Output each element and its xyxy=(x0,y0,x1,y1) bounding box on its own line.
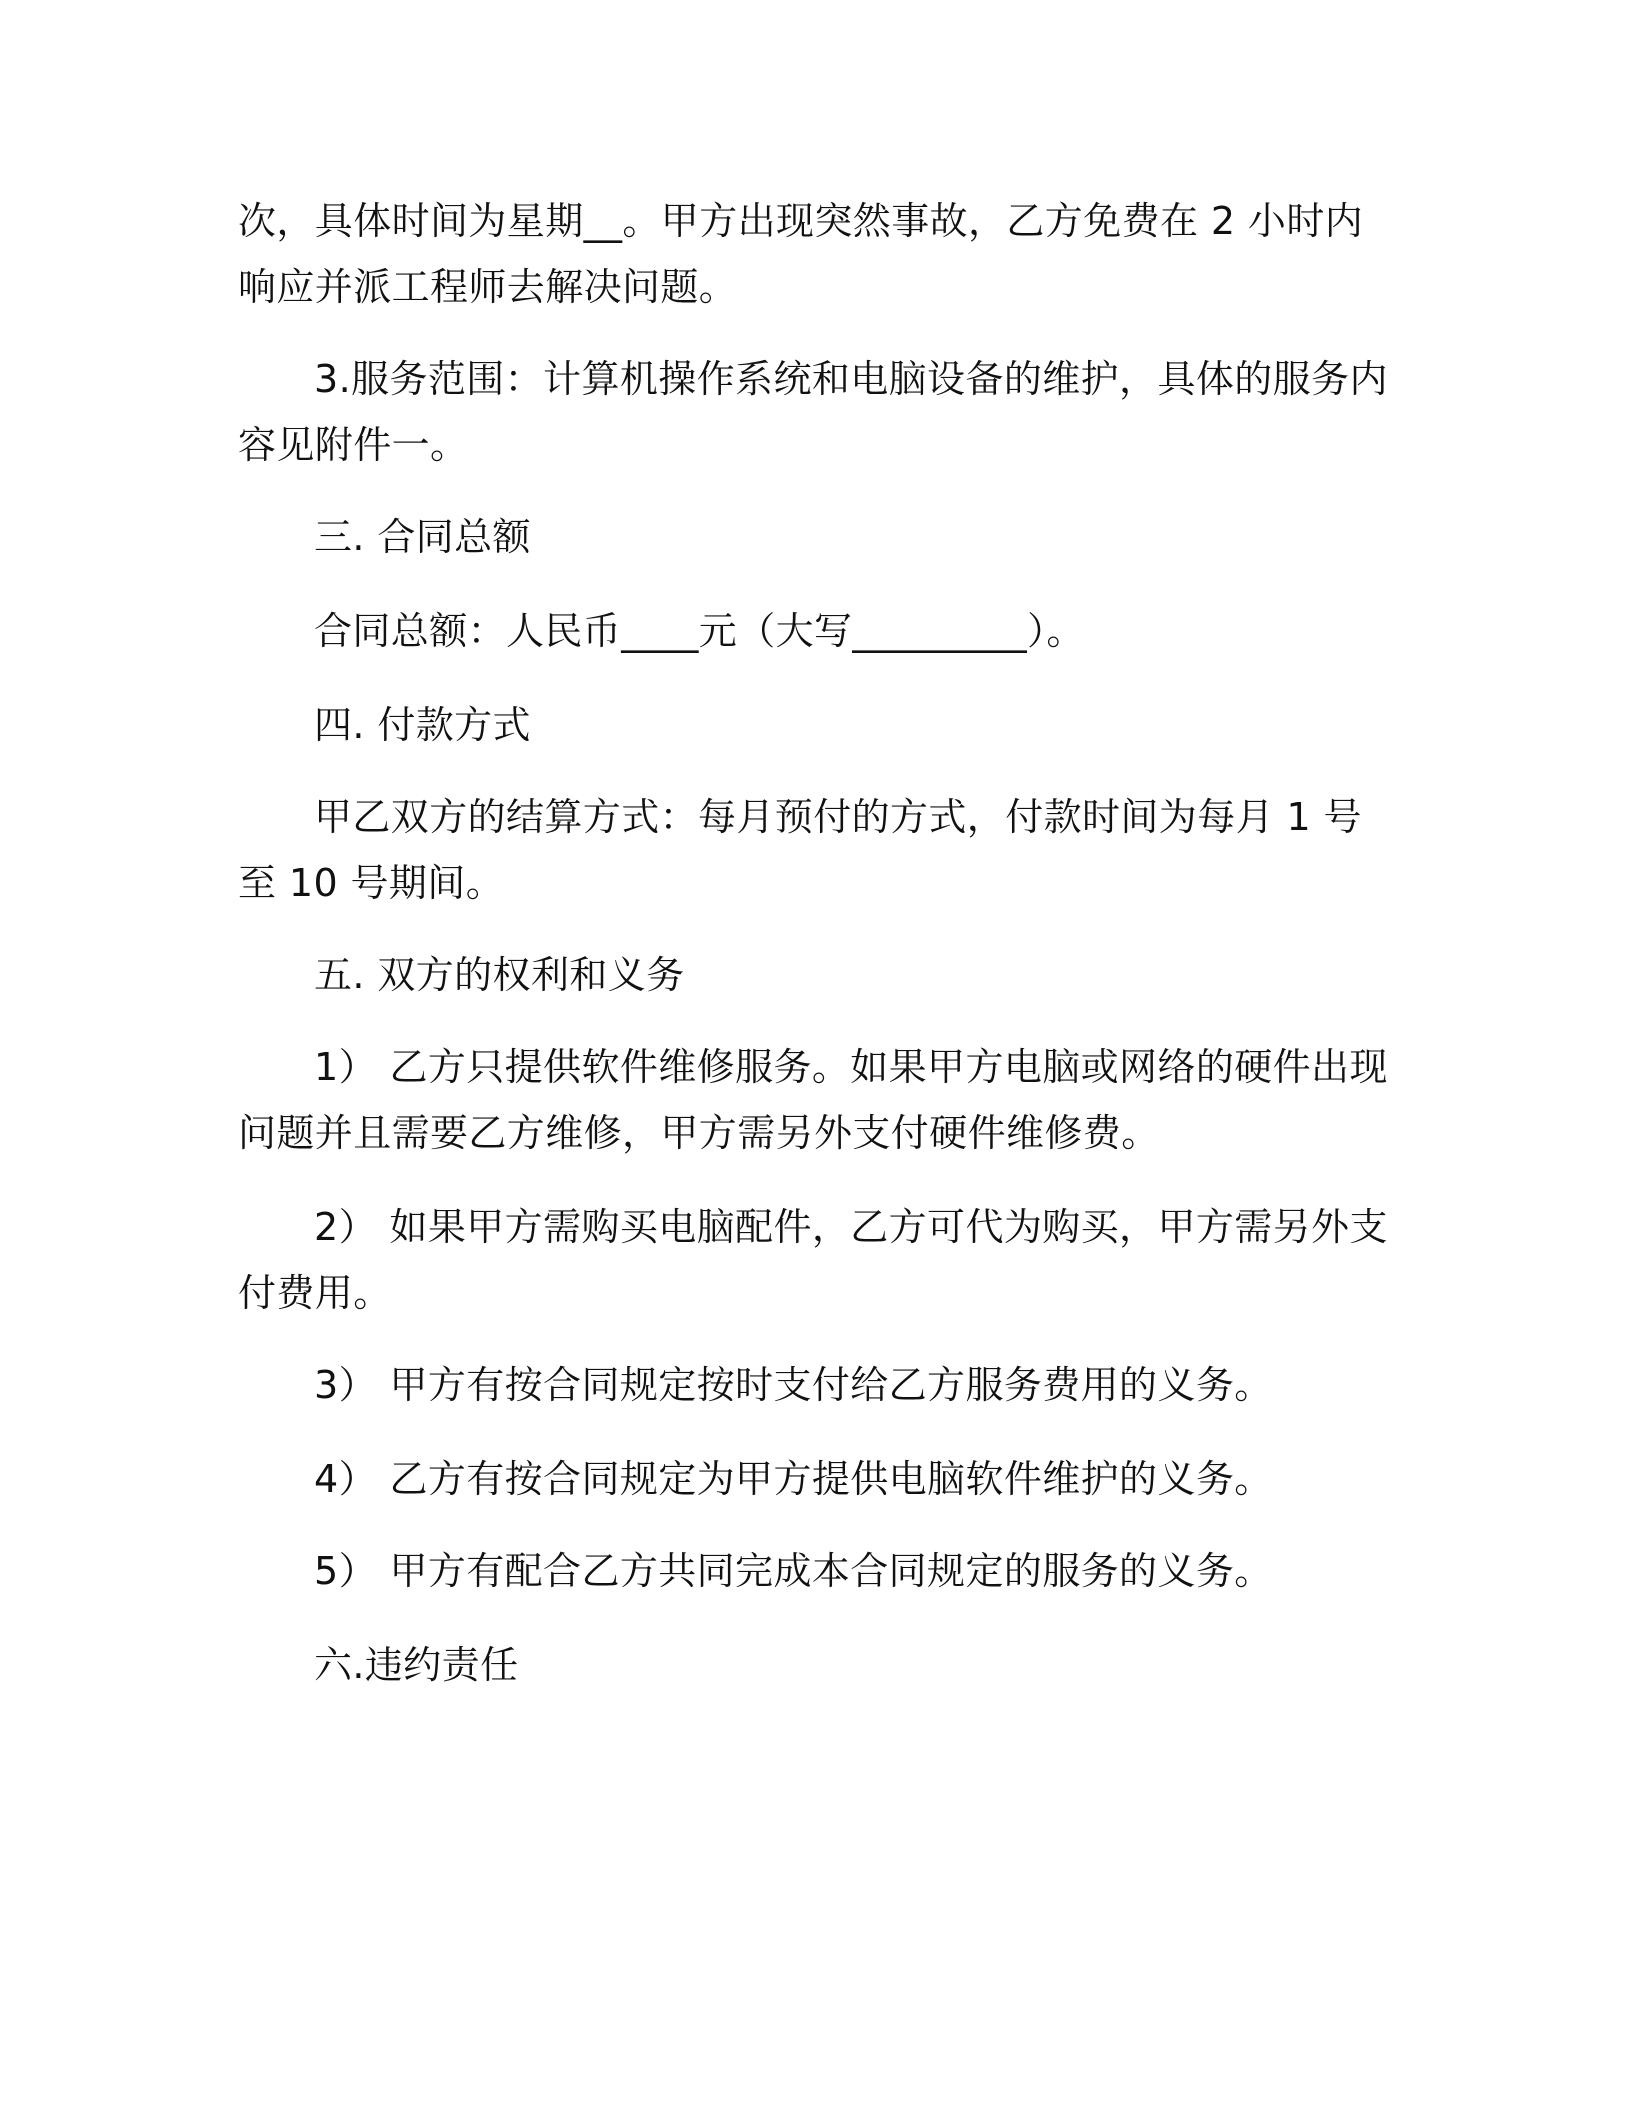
document-page xyxy=(238,0,1394,2112)
paragraph-service-scope: 3.服务范围：计算机操作系统和电脑设备的维护，具体的服务内容见附件一。 xyxy=(238,357,1388,467)
list-item-obligation-5: 5） 甲方有配合乙方共同完成本合同规定的服务的义务。 xyxy=(314,1549,1273,1593)
section-heading-contract-total: 三. 合同总额 xyxy=(314,515,531,559)
list-item-obligation-2: 2） 如果甲方需购买电脑配件，乙方可代为购买，甲方需另外支付费用。 xyxy=(238,1205,1388,1315)
list-item-obligation-1: 1） 乙方只提供软件维修服务。如果甲方电脑或网络的硬件出现问题并且需要乙方维修，甲方需另外支付硬件维修费。 xyxy=(238,1045,1388,1155)
list-item-obligation-3: 3） 甲方有按合同规定按时支付给乙方服务费用的义务。 xyxy=(314,1363,1273,1407)
section-heading-breach-liability: 六.违约责任 xyxy=(314,1643,519,1687)
list-item-obligation-4: 4） 乙方有按合同规定为甲方提供电脑软件维护的义务。 xyxy=(314,1457,1273,1501)
section-heading-payment-method: 四. 付款方式 xyxy=(314,703,531,747)
section-heading-rights-obligations: 五. 双方的权利和义务 xyxy=(314,953,685,997)
paragraph-payment-terms: 甲乙双方的结算方式：每月预付的方式，付款时间为每月 1 号至 10 号期间。 xyxy=(238,795,1362,905)
paragraph-service-schedule: 次，具体时间为星期__。甲方出现突然事故，乙方免费在 2 小时内响应并派工程师去解决问题。 xyxy=(238,199,1364,309)
paragraph-contract-amount: 合同总额：人民币____元（大写_________）。 xyxy=(314,609,1085,653)
